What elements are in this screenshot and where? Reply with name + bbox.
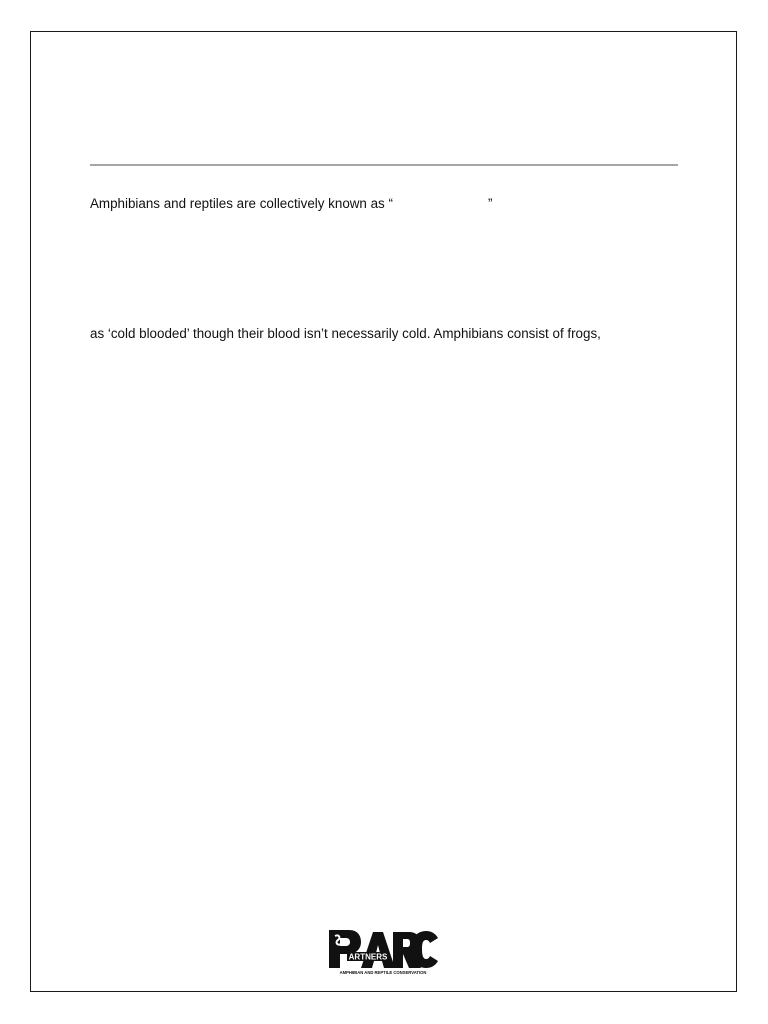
line-1-suffix: ” <box>487 196 493 211</box>
parc-logo-icon <box>327 928 440 976</box>
body-line-2: as ‘cold blooded’ though their blood isn’t necessarily cold. Amphibians consist of frogs, <box>90 326 601 341</box>
header-divider <box>90 164 678 166</box>
parc-logo-graphic <box>327 928 440 976</box>
line-1-prefix: Amphibians and reptiles are collectively known as “ <box>90 196 393 211</box>
page-frame <box>30 31 737 992</box>
logo-tagline: AMPHIBIAN AND REPTILE CONSERVATION <box>339 970 427 975</box>
logo-inner-text: ARTNERS <box>348 952 388 962</box>
body-line-1 <box>90 196 492 212</box>
